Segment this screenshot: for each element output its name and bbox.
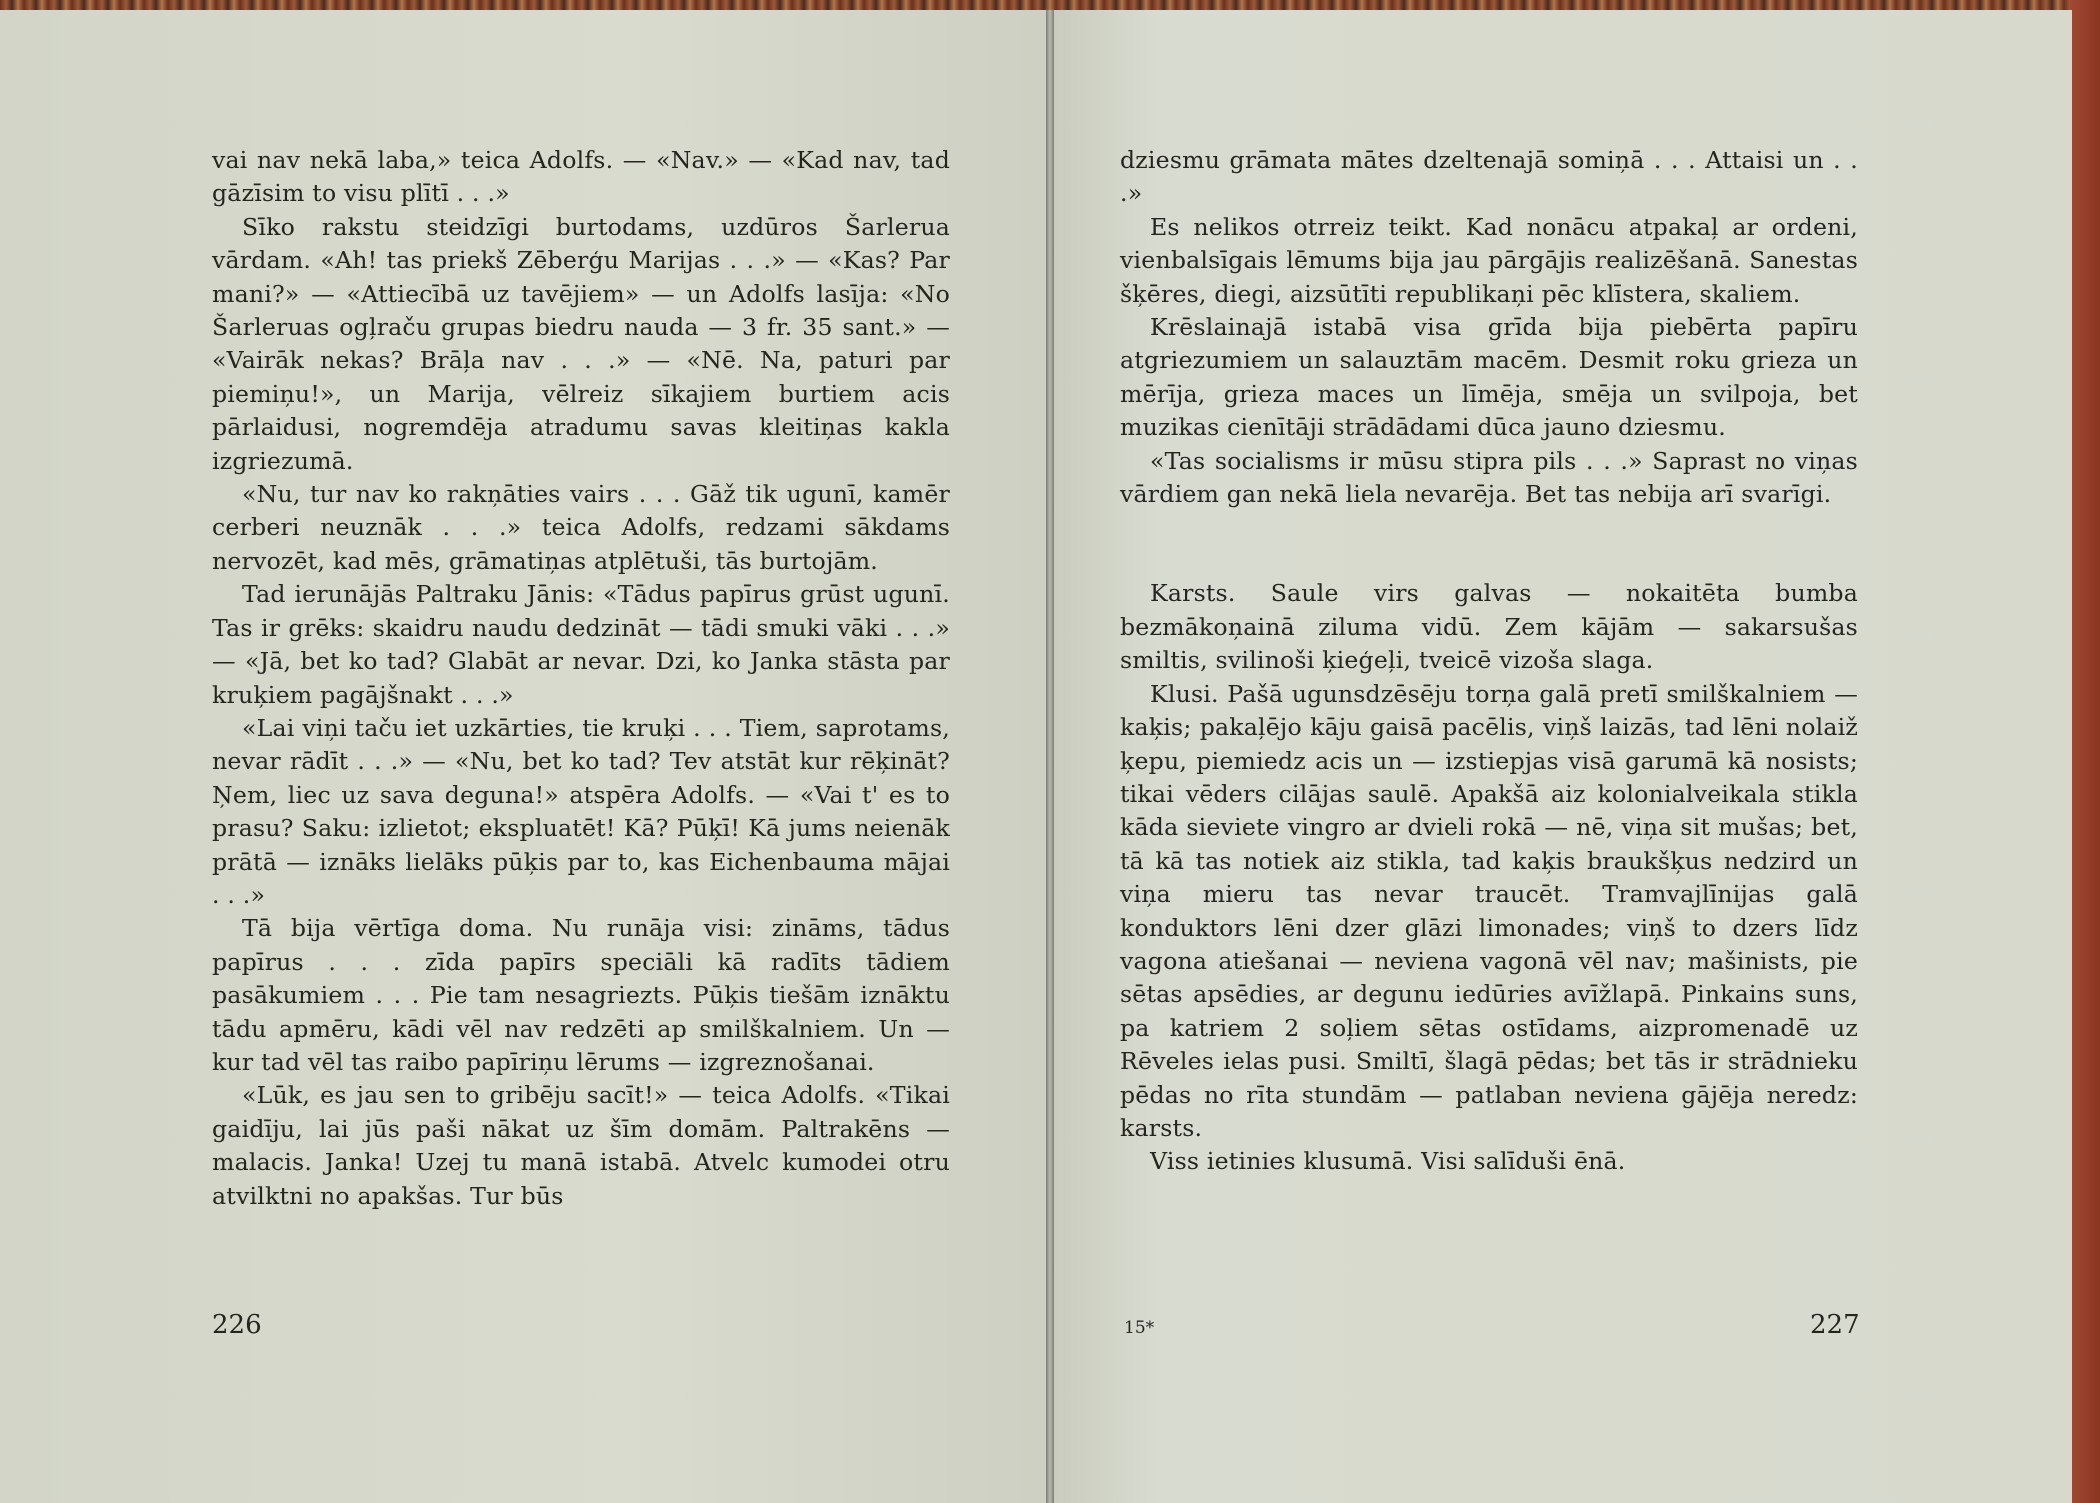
book-cover-edge — [2070, 0, 2100, 1503]
right-page-text — [1120, 144, 1858, 1179]
page-number-left: 226 — [212, 1310, 262, 1340]
paragraph: «Nu, tur nav ko rakņāties vairs . . . Gāž tik ugunī, kamēr cerberi neuznāk . . .» teica Adolfs, redzami sākdams nervozēt, kad mēs, grāmatiņas atplētuši, tās burtojām. — [212, 480, 950, 575]
page-number-right: 227 — [1810, 1310, 1860, 1340]
paragraph: Klusi. Pašā ugunsdzēsēju torņa galā pretī smilškalniem — kaķis; pakaļējo kāju gaisā pacēlis, viņš laizās, tad lēni nolaiž ķepu, piemiedz acis un — izstiepjas visā garumā kā nosists; tikai vēders cilājas saulē. Apakšā aiz kolonialveikala stikla kāda sieviete vingro ar dvieli rokā — nē, viņa sit mušas; bet, tā kā tas notiek aiz stikla, tad kaķis braukšķus nedzird un viņa mieru tas nevar traucēt. Tramvajlīnijas galā konduktors lēni dzer glāzi limonades; viņš to dzers līdz vagona atiešanai — neviena vagonā vēl nav; mašinists, pie sētas apsēdies, ar degunu iedūries avīžlapā. Pinkains suns, pa katriem 2 soļiem sētas ostīdams, aizpromenadē uz Rēveles ielas pusi. Smiltī, šlagā pēdas; bet tās ir strādnieku pēdas no rīta stundām — patlaban neviena gājēja neredz: karsts. — [1120, 679, 1858, 1142]
paragraph: Tad ierunājās Paltraku Jānis: «Tādus papīrus grūst ugunī. Tas ir grēks: skaidru naudu dedzināt — tādi smuki vāki . . .» — «Jā, bet ko tad? Glabāt ar nevar. Dzi, ko Janka stāsta par kruķiem pagājšnakt . . .» — [212, 580, 950, 709]
paragraph: Tā bija vērtīga doma. Nu runāja visi: zināms, tādus papīrus . . . zīda papīrs speciāli kā radīts tādiem pasākumiem . . . Pie tam nesagriezts. Pūķis tiešām iznāktu tādu apmēru, kādi vēl nav redzēti ap smilškalniem. Un — kur tad vēl tas raibo papīriņu lērums — izgreznošanai. — [212, 914, 950, 1076]
section-break — [1120, 511, 1858, 577]
paragraph: Sīko rakstu steidzīgi burtodams, uzdūros Šarlerua vārdam. «Ah! tas priekš Zēberģu Marijas . . .» — «Kas? Par mani?» — «Attiecībā uz tavējiem» — un Adolfs lasīja: «No Šarleruas ogļraču grupas biedru nauda — 3 fr. 35 sant.» — «Vairāk nekas? Brāļa nav . . .» — «Nē. Na, paturi par piemiņu!», un Marija, vēlreiz sīkajiem burtiem acis pārlaidusi, nogremdēja atradumu savas kleitiņas kakla izgriezumā. — [212, 212, 950, 475]
paragraph: Krēslainajā istabā visa grīda bija piebērta papīru atgriezumiem un salauztām macēm. Desmit roku grieza un mērīja, grieza maces un līmēja, smēja un svilpoja, bet muzikas cienītāji strādādami dūca jauno dziesmu. — [1120, 313, 1858, 442]
paragraph: dziesmu grāmata mātes dzeltenajā somiņā . . . Attaisi un . . .» — [1120, 146, 1858, 208]
paragraph: «Lai viņi taču iet uzkārties, tie kruķi . . . Tiem, saprotams, nevar rādīt . . .» — «Nu, bet ko tad? Tev atstāt kur rēķināt? Ņem, liec uz sava deguna!» atspēra Adolfs. — «Vai t' es to prasu? Saku: izlietot; ekspluatēt! Kā? Pūķī! Kā jums neienāk prātā — iznāks lielāks pūķis par to, kas Eichenbauma mājai . . .» — [212, 713, 950, 909]
paragraph: «Tas socialisms ir mūsu stipra pils . . .» Saprast no viņas vārdiem gan nekā liela nevarēja. Bet tas nebija arī svarīgi. — [1120, 446, 1858, 509]
signature-mark: 15* — [1124, 1318, 1155, 1338]
paragraph: Es nelikos otrreiz teikt. Kad nonācu atpakaļ ar ordeni, vienbalsīgais lēmums bija jau pārgājis realizēšanā. Sanestas šķēres, diegi, aizsūtīti republikaņi pēc klīstera, skaliem. — [1120, 212, 1858, 308]
paragraph: vai nav nekā laba,» teica Adolfs. — «Nav.» — «Kad nav, tad gāzīsim to visu plītī . . .» — [212, 146, 950, 208]
left-page-text — [212, 144, 950, 1213]
book-gutter — [1046, 10, 1054, 1503]
paragraph: Karsts. Saule virs galvas — nokaitēta bumba bezmākoņainā ziluma vidū. Zem kājām — sakarsušas smiltis, svilinoši ķieģeļi, tveicē vizoša slaga. — [1120, 579, 1858, 675]
paragraph: Viss ietinies klusumā. Visi salīduši ēnā. — [1150, 1147, 1626, 1176]
paragraph: «Lūk, es jau sen to gribēju sacīt!» — teica Adolfs. «Tikai gaidīju, lai jūs paši nākat uz šīm domām. Paltrakēns — malacis. Janka! Uzej tu manā istabā. Atvelc kumodei otru atvilktni no apakšas. Tur būs — [212, 1081, 950, 1210]
